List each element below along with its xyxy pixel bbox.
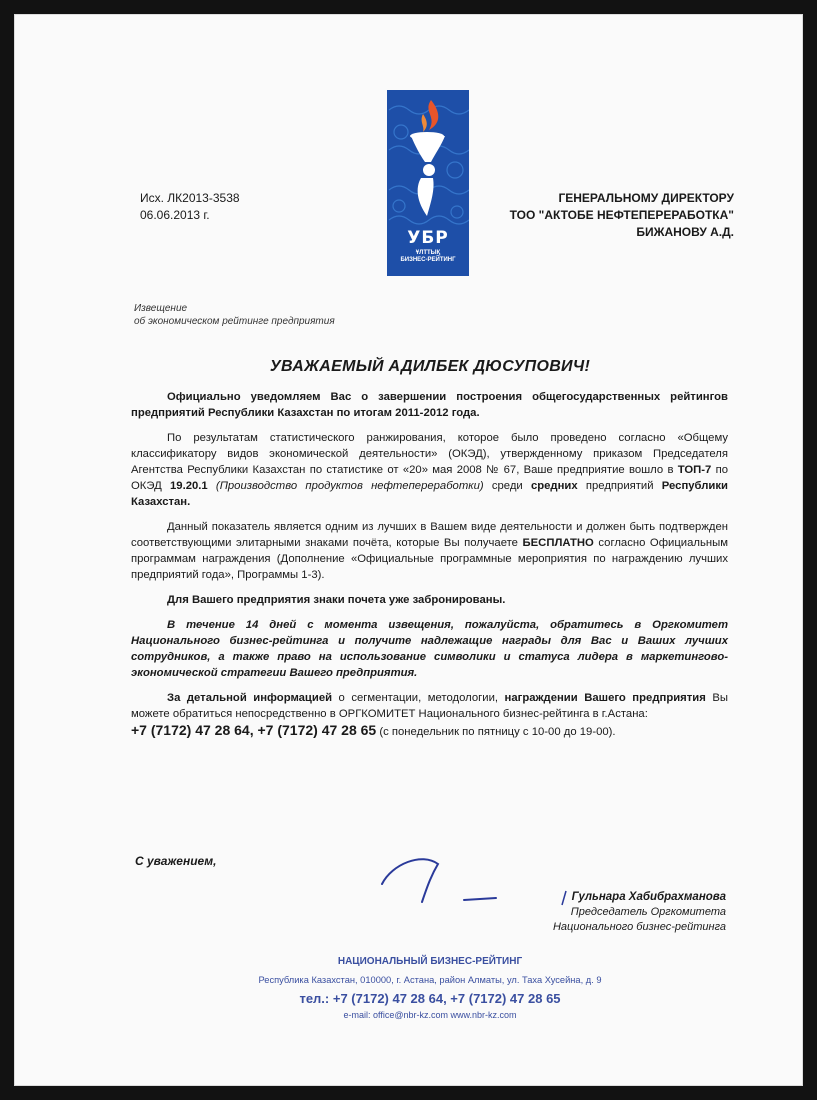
footer-phones: тел.: +7 (7172) 47 28 64, +7 (7172) 47 28 65	[299, 991, 561, 1006]
body-paragraph-4: Для Вашего предприятия знаки почета уже забронированы.	[167, 594, 506, 606]
p2-text-d: предприятий	[577, 480, 662, 492]
outgoing-reference	[140, 190, 240, 224]
body-paragraph-5: В течение 14 дней с момента извещения, пожалуйста, обратитесь в Оргкомитет Национального бизнес-рейтинга и получите надлежащие награды для Вас и Ваших лучших сотрудников, а также право на использование символики и статуса лидера в маркетингово-экономической стратегии Вашего предприятия.	[131, 619, 728, 679]
ubr-logo	[387, 90, 469, 276]
p2-okved-code: 19.20.1	[170, 480, 208, 492]
frame-mat	[14, 14, 803, 1086]
addressee-line1: ГЕНЕРАЛЬНОМУ ДИРЕКТОРУ	[558, 191, 734, 205]
closing-phrase: С уважением,	[135, 854, 217, 868]
footer-organization: НАЦИОНАЛЬНЫЙ БИЗНЕС-РЕЙТИНГ	[337, 956, 523, 967]
addressee-block	[484, 190, 734, 241]
logo-subtitle	[387, 250, 469, 264]
p2-country: Республики Казахстан.	[131, 480, 728, 508]
signer-title-line2: Национального бизнес-рейтинга	[552, 921, 726, 933]
p6-text-a: о сегментации, методологии,	[332, 692, 505, 704]
p2-text-c: среди	[483, 480, 531, 492]
p2-size-category: средних	[530, 480, 578, 492]
p6-hours: (с понедельник по пятницу с 10-00 до 19-00).	[376, 726, 616, 738]
addressee-line2: ТОО "АКТОБЕ НЕФТЕПЕРЕРАБОТКА"	[509, 208, 734, 222]
p2-activity: (Производство продуктов нефтепереработки)	[207, 480, 484, 492]
p2-text-b: по ОКЭД	[131, 464, 728, 492]
signer-block	[486, 890, 726, 935]
letter-page	[90, 74, 770, 1054]
greeting-heading: УВАЖАЕМЫЙ АДИЛБЕК ДЮСУПОВИЧ!	[269, 358, 591, 375]
addressee-line3: БИЖАНОВУ А.Д.	[636, 225, 734, 239]
body-paragraph-6	[131, 690, 728, 740]
notice-subject	[134, 302, 335, 328]
body-paragraph-3	[131, 519, 728, 583]
footer-address: Республика Казахстан, 010000, г. Астана, район Алматы, ул. Таха Хусейна, д. 9	[258, 975, 602, 985]
signer-title-line1: Председатель Оргкомитета	[570, 906, 726, 918]
notice-line1: Извещение	[134, 303, 188, 314]
letterhead-footer	[90, 955, 770, 1021]
body-paragraph-1: Официально уведомляем Вас о завершении построения общегосударственных рейтингов предприятий Республики Казахстан по итогам 2011-2012 года.	[131, 391, 728, 419]
p6-award: награждении Вашего предприятия	[504, 692, 706, 704]
reference-date: 06.06.2013 г.	[140, 208, 210, 222]
signer-name: Гульнара Хабибрахманова	[571, 891, 726, 903]
notice-line2: об экономическом рейтинге предприятия	[134, 316, 335, 327]
p2-top-rank: ТОП-7	[677, 464, 712, 476]
p3-text-b: согласно Официальным программам награждения (Дополнение «Официальные программные мероприятия по награждению лучших предприятий года», Программы 1-3).	[131, 537, 728, 581]
p2-text-a: По результатам статистического ранжирования, которое было проведено согласно «Общему классификатору видов экономической деятельности» (ОКЭД), утвержденному приказом Председателя Агентства Республики Казахстан по статистике от «20» мая 2008 № 67, Ваше предприятие вошло в	[131, 432, 728, 476]
p3-text-a: Данный показатель является одним из лучших в Вашем виде деятельности и должен быть подтвержден соответствующими элитарными знаками почёта, которые Вы получаете	[131, 521, 728, 549]
logo-abbreviation: УБР	[407, 228, 449, 248]
p3-free: БЕСПЛАТНО	[522, 537, 594, 549]
torch-logo-icon	[387, 90, 469, 276]
letter-body	[131, 389, 728, 749]
signature-stroke-icon	[560, 890, 568, 906]
p6-lead: За детальной информацией	[167, 692, 333, 704]
footer-email-web: e-mail: office@nbr-kz.com www.nbr-kz.com	[343, 1010, 517, 1020]
reference-number: Исх. ЛК2013-3538	[140, 191, 240, 205]
p6-text-b: Вы можете обратиться непосредственно в ОРГКОМИТЕТ Национального бизнес-рейтинга в г.Астана:	[131, 692, 728, 720]
p6-phones: +7 (7172) 47 28 64, +7 (7172) 47 28 65	[131, 722, 377, 738]
logo-subtitle-line2: БИЗНЕС-РЕЙТИНГ	[400, 257, 456, 263]
body-paragraph-2	[131, 430, 728, 510]
logo-subtitle-line1: ҰЛТТЫҚ	[415, 250, 441, 256]
